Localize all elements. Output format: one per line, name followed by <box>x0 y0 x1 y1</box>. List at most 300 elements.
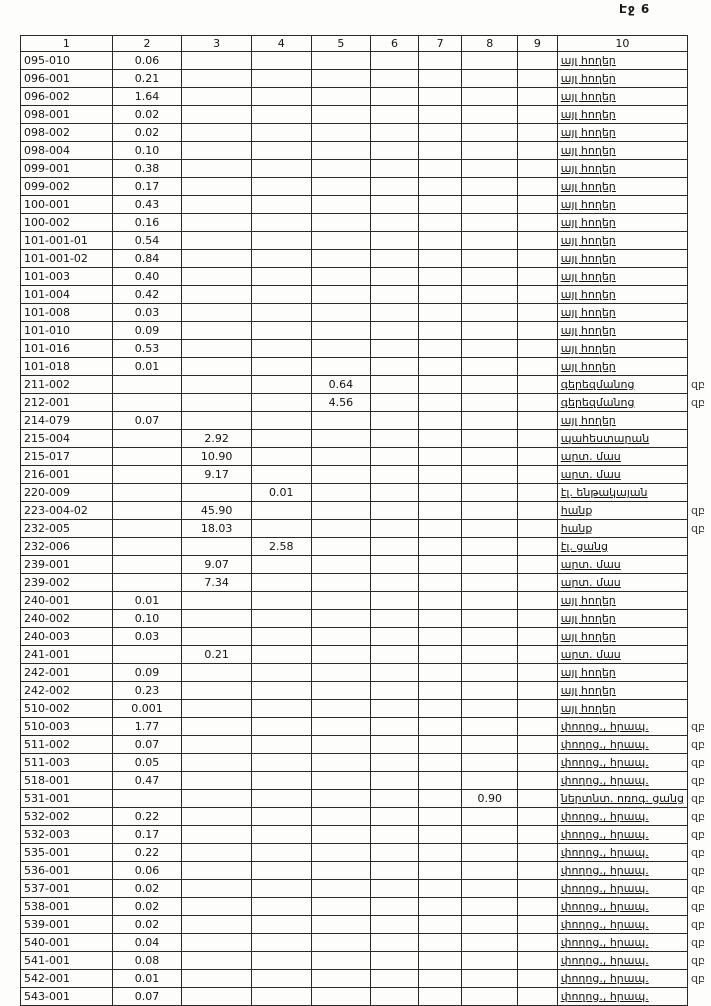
value-cell <box>518 682 558 700</box>
land-use-cell: փողոց., հրապ. <box>557 862 687 880</box>
value-cell: 0.02 <box>112 124 182 142</box>
value-cell <box>418 916 462 934</box>
table-row <box>21 466 711 484</box>
column-header: 9 <box>518 36 558 52</box>
value-cell <box>518 502 558 520</box>
land-use-cell: այլ հողեր <box>557 88 687 106</box>
value-cell <box>518 484 558 502</box>
value-cell <box>311 844 371 862</box>
value-cell <box>311 430 371 448</box>
parcel-code-cell: 543-001 <box>21 988 113 1006</box>
value-cell <box>182 394 252 412</box>
value-cell <box>251 880 311 898</box>
value-cell: 0.09 <box>112 322 182 340</box>
value-cell <box>518 466 558 484</box>
value-cell <box>371 250 419 268</box>
table-row <box>21 250 711 268</box>
value-cell <box>518 574 558 592</box>
value-cell <box>418 520 462 538</box>
margin-note <box>687 340 710 358</box>
value-cell <box>311 610 371 628</box>
land-use-cell: այլ հողեր <box>557 52 687 70</box>
value-cell <box>251 88 311 106</box>
value-cell <box>311 268 371 286</box>
margin-note: զբ <box>690 774 705 787</box>
value-cell <box>462 376 518 394</box>
value-cell <box>251 412 311 430</box>
column-header: 10 <box>557 36 687 52</box>
table-row <box>21 142 711 160</box>
land-use-cell: այլ հողեր <box>557 124 687 142</box>
value-cell: 0.38 <box>112 160 182 178</box>
parcel-code-cell: 101-016 <box>21 340 113 358</box>
value-cell <box>418 664 462 682</box>
value-cell: 0.22 <box>112 808 182 826</box>
table-row <box>21 394 711 412</box>
parcel-code-cell: 538-001 <box>21 898 113 916</box>
value-cell <box>311 106 371 124</box>
land-use-cell: հանք <box>557 502 687 520</box>
value-cell <box>251 286 311 304</box>
value-cell <box>251 754 311 772</box>
value-cell <box>311 556 371 574</box>
parcel-code-cell: 536-001 <box>21 862 113 880</box>
value-cell <box>311 934 371 952</box>
value-cell <box>112 556 182 574</box>
table-row <box>21 52 711 70</box>
value-cell <box>311 88 371 106</box>
value-cell <box>182 196 252 214</box>
value-cell <box>462 286 518 304</box>
value-cell <box>462 88 518 106</box>
value-cell: 0.17 <box>112 178 182 196</box>
value-cell <box>418 394 462 412</box>
margin-note <box>687 124 710 142</box>
land-use-cell: այլ հողեր <box>557 340 687 358</box>
table-row <box>21 970 711 988</box>
value-cell <box>462 484 518 502</box>
parcel-code-cell: 511-003 <box>21 754 113 772</box>
value-cell <box>418 304 462 322</box>
value-cell <box>182 70 252 88</box>
value-cell: 0.02 <box>112 898 182 916</box>
value-cell: 0.40 <box>112 268 182 286</box>
value-cell <box>462 538 518 556</box>
value-cell <box>462 232 518 250</box>
value-cell <box>418 538 462 556</box>
value-cell <box>371 826 419 844</box>
value-cell <box>251 934 311 952</box>
value-cell <box>371 340 419 358</box>
value-cell: 0.84 <box>112 250 182 268</box>
value-cell <box>418 106 462 124</box>
column-header: 6 <box>371 36 419 52</box>
value-cell <box>311 304 371 322</box>
value-cell <box>462 862 518 880</box>
value-cell <box>112 538 182 556</box>
value-cell: 0.03 <box>112 628 182 646</box>
value-cell <box>182 790 252 808</box>
value-cell <box>182 682 252 700</box>
value-cell <box>112 466 182 484</box>
parcel-code-cell: 101-004 <box>21 286 113 304</box>
margin-note <box>687 592 710 610</box>
value-cell <box>182 592 252 610</box>
value-cell <box>371 376 419 394</box>
value-cell <box>371 322 419 340</box>
value-cell <box>251 646 311 664</box>
land-use-cell: փողոց., հրապ. <box>557 988 687 1006</box>
value-cell <box>462 808 518 826</box>
value-cell: 45.90 <box>182 502 252 520</box>
value-cell <box>518 70 558 88</box>
value-cell <box>418 466 462 484</box>
value-cell <box>418 754 462 772</box>
value-cell: 0.001 <box>112 700 182 718</box>
value-cell <box>418 268 462 286</box>
margin-note: զբ <box>690 828 705 841</box>
value-cell <box>518 376 558 394</box>
parcel-code-cell: 214-079 <box>21 412 113 430</box>
value-cell <box>418 124 462 142</box>
table-row <box>21 502 711 520</box>
margin-note <box>687 574 710 592</box>
table-body <box>21 52 711 1006</box>
column-header: 2 <box>112 36 182 52</box>
parcel-code-cell: 232-006 <box>21 538 113 556</box>
value-cell <box>418 736 462 754</box>
margin-note <box>687 160 710 178</box>
table-row <box>21 754 711 772</box>
value-cell <box>251 52 311 70</box>
land-use-cell: փողոց., հրապ. <box>557 934 687 952</box>
value-cell <box>112 520 182 538</box>
margin-note: զբ <box>690 522 705 535</box>
table-row <box>21 520 711 538</box>
parcel-code-cell: 216-001 <box>21 466 113 484</box>
value-cell <box>418 790 462 808</box>
value-cell: 0.22 <box>112 844 182 862</box>
value-cell <box>518 286 558 304</box>
value-cell <box>518 790 558 808</box>
value-cell <box>371 160 419 178</box>
value-cell: 0.07 <box>112 736 182 754</box>
column-header: 7 <box>418 36 462 52</box>
value-cell <box>418 160 462 178</box>
value-cell <box>311 286 371 304</box>
margin-note: զբ <box>690 864 705 877</box>
land-use-cell: արտ. մաս <box>557 448 687 466</box>
value-cell <box>251 142 311 160</box>
value-cell <box>462 520 518 538</box>
land-use-cell: այլ հողեր <box>557 700 687 718</box>
value-cell <box>311 250 371 268</box>
value-cell <box>518 610 558 628</box>
column-header: 8 <box>462 36 518 52</box>
margin-note <box>687 700 710 718</box>
value-cell: 0.01 <box>112 970 182 988</box>
value-cell: 0.90 <box>462 790 518 808</box>
value-cell <box>182 808 252 826</box>
value-cell <box>462 916 518 934</box>
value-cell: 0.06 <box>112 52 182 70</box>
value-cell <box>251 502 311 520</box>
value-cell <box>311 970 371 988</box>
parcel-code-cell: 098-002 <box>21 124 113 142</box>
land-use-cell: փողոց., հրապ. <box>557 898 687 916</box>
value-cell <box>182 304 252 322</box>
parcel-code-cell: 099-001 <box>21 160 113 178</box>
land-use-cell: այլ հողեր <box>557 142 687 160</box>
value-cell <box>518 592 558 610</box>
table-row <box>21 574 711 592</box>
value-cell <box>251 700 311 718</box>
value-cell <box>518 772 558 790</box>
value-cell: 0.02 <box>112 880 182 898</box>
parcel-code-cell: 531-001 <box>21 790 113 808</box>
value-cell <box>418 250 462 268</box>
parcel-code-cell: 510-003 <box>21 718 113 736</box>
value-cell <box>418 196 462 214</box>
value-cell: 2.58 <box>251 538 311 556</box>
table-row <box>21 268 711 286</box>
value-cell <box>182 880 252 898</box>
table-row <box>21 592 711 610</box>
margin-note: զբ <box>690 846 705 859</box>
value-cell <box>371 952 419 970</box>
value-cell <box>251 826 311 844</box>
value-cell <box>182 718 252 736</box>
value-cell <box>371 520 419 538</box>
value-cell <box>251 736 311 754</box>
value-cell <box>518 952 558 970</box>
value-cell: 0.16 <box>112 214 182 232</box>
value-cell <box>418 772 462 790</box>
value-cell <box>462 196 518 214</box>
value-cell <box>182 934 252 952</box>
value-cell <box>371 916 419 934</box>
value-cell <box>518 916 558 934</box>
value-cell <box>518 358 558 376</box>
value-cell: 0.53 <box>112 340 182 358</box>
value-cell <box>462 610 518 628</box>
value-cell <box>182 358 252 376</box>
value-cell <box>251 682 311 700</box>
value-cell <box>112 394 182 412</box>
value-cell <box>182 916 252 934</box>
value-cell: 0.54 <box>112 232 182 250</box>
value-cell <box>182 376 252 394</box>
parcel-code-cell: 241-001 <box>21 646 113 664</box>
table-row <box>21 286 711 304</box>
value-cell <box>311 52 371 70</box>
value-cell <box>462 592 518 610</box>
value-cell <box>251 304 311 322</box>
value-cell <box>251 214 311 232</box>
value-cell: 0.21 <box>182 646 252 664</box>
value-cell <box>418 376 462 394</box>
value-cell <box>418 232 462 250</box>
margin-note <box>687 664 710 682</box>
margin-note <box>687 232 710 250</box>
value-cell <box>311 466 371 484</box>
value-cell <box>418 322 462 340</box>
parcel-code-cell: 242-001 <box>21 664 113 682</box>
value-cell <box>462 178 518 196</box>
table-row <box>21 862 711 880</box>
land-use-cell: ներտնտ. ոռոգ. ցանց <box>557 790 687 808</box>
parcel-code-cell: 518-001 <box>21 772 113 790</box>
value-cell <box>462 628 518 646</box>
margin-note: զբ <box>690 738 705 751</box>
value-cell <box>462 772 518 790</box>
table-row <box>21 196 711 214</box>
page-number-label: Էջ 6 <box>619 2 651 16</box>
value-cell <box>518 844 558 862</box>
table-row <box>21 376 711 394</box>
value-cell <box>518 106 558 124</box>
value-cell <box>462 448 518 466</box>
margin-note <box>687 304 710 322</box>
value-cell <box>251 556 311 574</box>
value-cell <box>418 430 462 448</box>
table-row <box>21 826 711 844</box>
table-row <box>21 772 711 790</box>
value-cell <box>418 646 462 664</box>
value-cell <box>371 142 419 160</box>
value-cell <box>371 772 419 790</box>
land-use-cell: այլ հողեր <box>557 160 687 178</box>
table-row <box>21 718 711 736</box>
value-cell <box>251 520 311 538</box>
margin-note <box>687 106 710 124</box>
margin-note <box>687 322 710 340</box>
value-cell <box>418 700 462 718</box>
value-cell <box>371 808 419 826</box>
value-cell <box>251 448 311 466</box>
value-cell <box>251 970 311 988</box>
value-cell <box>182 106 252 124</box>
margin-note: զբ <box>690 936 705 949</box>
value-cell <box>371 538 419 556</box>
value-cell <box>418 286 462 304</box>
value-cell <box>251 268 311 286</box>
table-row <box>21 358 711 376</box>
value-cell: 1.64 <box>112 88 182 106</box>
margin-note <box>687 196 710 214</box>
value-cell <box>462 466 518 484</box>
value-cell <box>251 790 311 808</box>
value-cell <box>418 70 462 88</box>
value-cell <box>371 592 419 610</box>
value-cell <box>418 880 462 898</box>
value-cell <box>462 970 518 988</box>
value-cell <box>182 844 252 862</box>
margin-note <box>687 88 710 106</box>
land-use-cell: այլ հողեր <box>557 610 687 628</box>
land-use-cell: արտ. մաս <box>557 556 687 574</box>
value-cell <box>371 628 419 646</box>
value-cell <box>311 916 371 934</box>
value-cell <box>182 322 252 340</box>
value-cell <box>112 502 182 520</box>
land-use-cell: այլ հողեր <box>557 178 687 196</box>
margin-note <box>687 610 710 628</box>
land-use-cell: արտ. մաս <box>557 574 687 592</box>
value-cell <box>462 754 518 772</box>
value-cell <box>462 736 518 754</box>
value-cell <box>371 178 419 196</box>
value-cell <box>462 880 518 898</box>
value-cell <box>462 952 518 970</box>
value-cell <box>251 466 311 484</box>
land-use-cell: արտ. մաս <box>557 466 687 484</box>
table-row <box>21 736 711 754</box>
value-cell <box>311 160 371 178</box>
value-cell <box>182 232 252 250</box>
value-cell <box>182 124 252 142</box>
value-cell <box>311 664 371 682</box>
value-cell <box>418 448 462 466</box>
value-cell <box>518 88 558 106</box>
value-cell <box>518 700 558 718</box>
value-cell <box>418 178 462 196</box>
parcel-code-cell: 541-001 <box>21 952 113 970</box>
land-use-cell: այլ հողեր <box>557 304 687 322</box>
value-cell <box>518 646 558 664</box>
land-use-cell: այլ հողեր <box>557 322 687 340</box>
value-cell <box>462 934 518 952</box>
table-row <box>21 934 711 952</box>
table-row <box>21 808 711 826</box>
value-cell <box>371 358 419 376</box>
table-header-row <box>21 36 711 52</box>
value-cell <box>371 844 419 862</box>
table-row <box>21 556 711 574</box>
value-cell <box>311 628 371 646</box>
land-use-cell: այլ հողեր <box>557 196 687 214</box>
value-cell <box>518 862 558 880</box>
margin-note: զբ <box>690 378 705 391</box>
margin-note <box>687 52 710 70</box>
margin-note: զբ <box>690 954 705 967</box>
margin-note <box>687 484 710 502</box>
value-cell <box>462 430 518 448</box>
value-cell <box>371 430 419 448</box>
value-cell <box>518 232 558 250</box>
parcel-code-cell: 240-001 <box>21 592 113 610</box>
table-row <box>21 340 711 358</box>
margin-note <box>687 286 710 304</box>
value-cell <box>311 718 371 736</box>
table-row <box>21 646 711 664</box>
value-cell: 0.05 <box>112 754 182 772</box>
parcel-code-cell: 101-003 <box>21 268 113 286</box>
land-use-cell: փողոց., հրապ. <box>557 826 687 844</box>
value-cell: 0.08 <box>112 952 182 970</box>
value-cell <box>182 664 252 682</box>
value-cell: 9.17 <box>182 466 252 484</box>
margin-note <box>687 466 710 484</box>
table-row <box>21 610 711 628</box>
value-cell <box>462 898 518 916</box>
margin-note <box>687 412 710 430</box>
parcel-code-cell: 215-004 <box>21 430 113 448</box>
table-row <box>21 682 711 700</box>
value-cell <box>112 790 182 808</box>
margin-note <box>687 430 710 448</box>
value-cell <box>418 574 462 592</box>
